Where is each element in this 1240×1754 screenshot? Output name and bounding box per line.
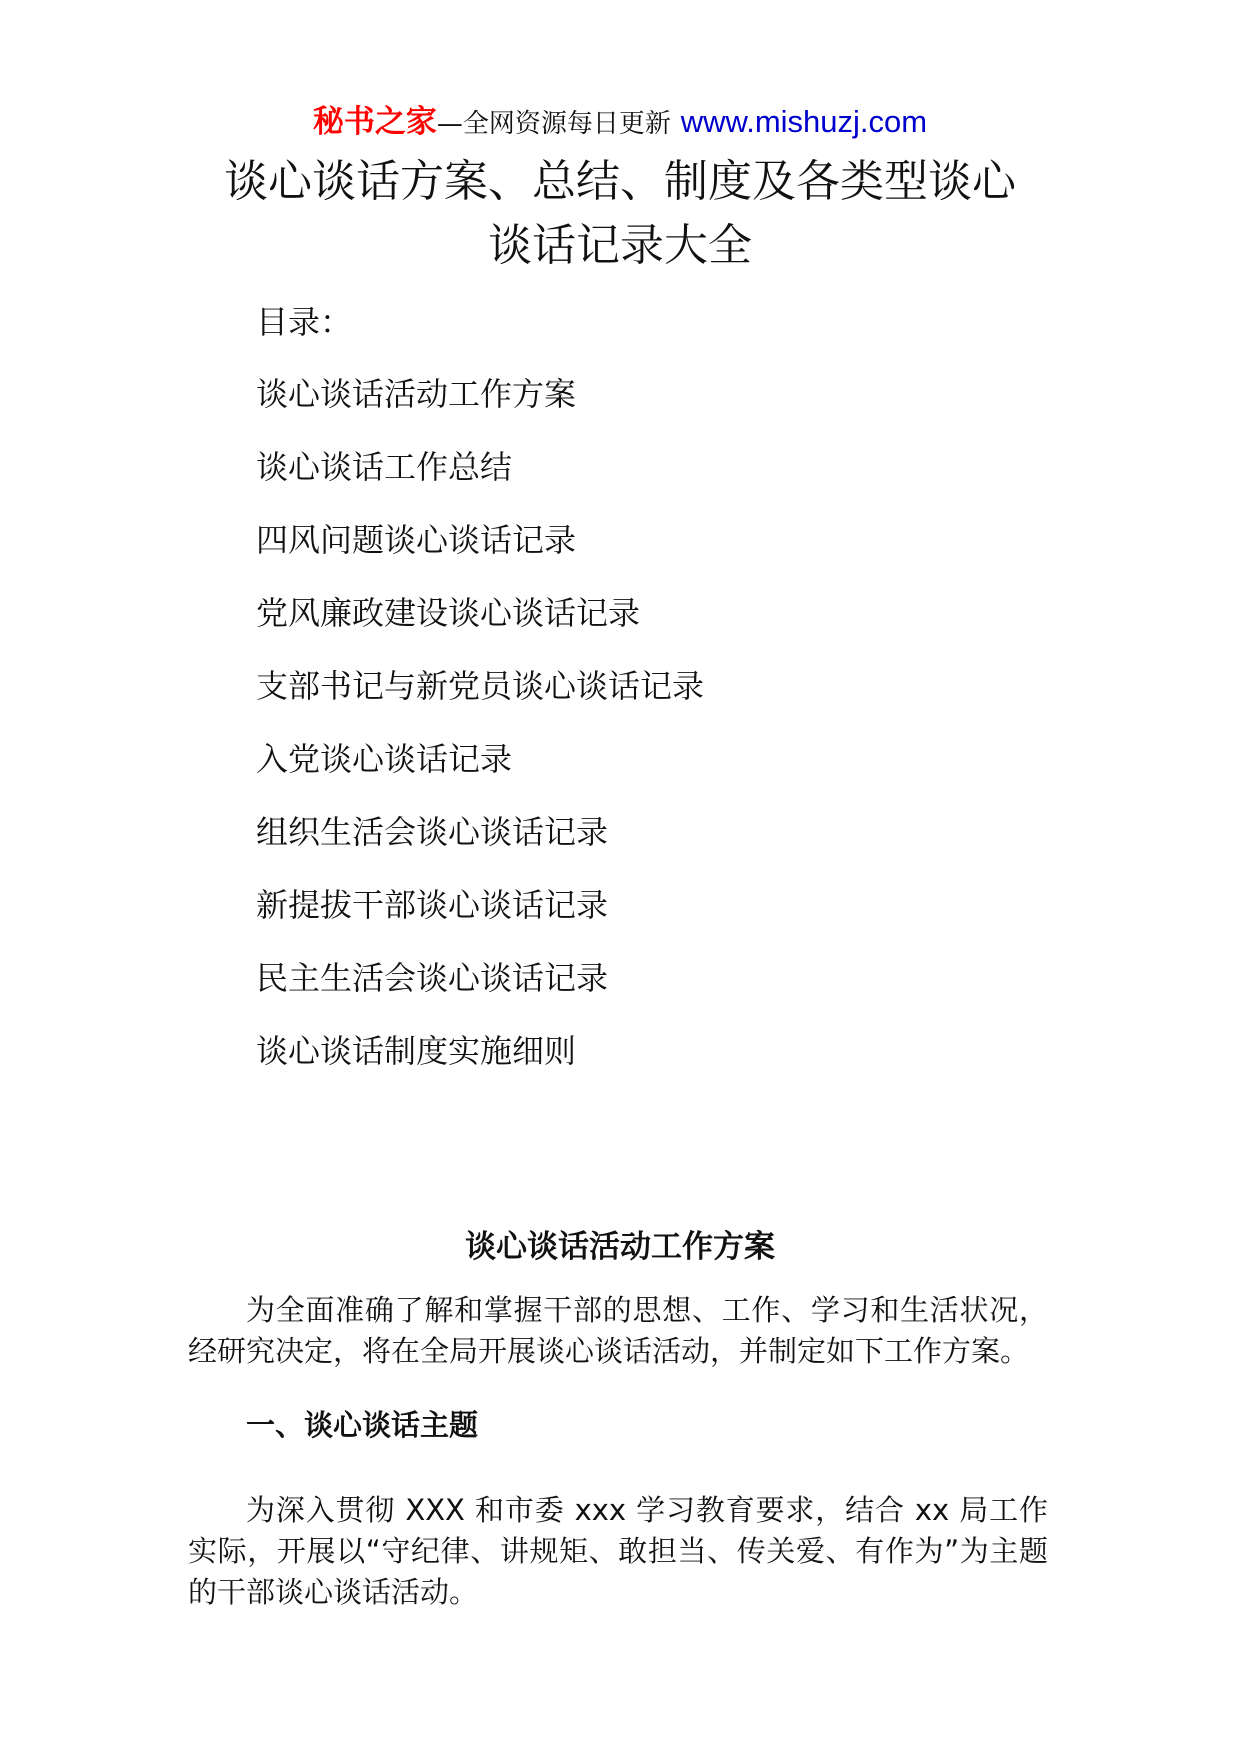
document-title <box>0 150 1240 278</box>
toc-item: 谈心谈话活动工作方案 <box>256 375 577 413</box>
document-title-line-1: 谈心谈话方案、总结、制度及各类型谈心 <box>224 156 1016 207</box>
brand-tagline: —全网资源每日更新 <box>436 109 671 139</box>
intro-paragraph: 为全面准确了解和掌握干部的思想、工作、学习和生活状况，经研究决定，将在全局开展谈心谈话活动，并制定如下工作方案。 <box>188 1293 1048 1368</box>
site-banner <box>0 100 1240 146</box>
toc-item: 谈心谈话制度实施细则 <box>256 1032 577 1070</box>
brand-name: 秘书之家 <box>312 104 437 140</box>
section-title: 谈心谈话活动工作方案 <box>465 1229 775 1265</box>
document-title-line-2: 谈话记录大全 <box>488 220 752 271</box>
toc-item: 支部书记与新党员谈心谈话记录 <box>256 667 705 705</box>
table-of-contents <box>256 372 704 1102</box>
toc-item: 谈心谈话工作总结 <box>256 448 513 486</box>
toc-item: 入党谈心谈话记录 <box>256 740 513 778</box>
subsection-paragraph: 为深入贯彻 XXX 和市委 xxx 学习教育要求，结合 xx 局工作实际，开展以“守纪律、讲规矩、敢担当、传关爱、有作为”为主题的干部谈心谈话活动。 <box>188 1493 1048 1609</box>
toc-item: 组织生活会谈心谈话记录 <box>256 813 609 851</box>
toc-item: 四风问题谈心谈话记录 <box>256 521 577 559</box>
toc-item: 新提拔干部谈心谈话记录 <box>256 886 609 924</box>
toc-heading: 目录： <box>256 303 353 341</box>
subsection-heading: 一、谈心谈话主题 <box>246 1408 479 1442</box>
toc-item: 民主生活会谈心谈话记录 <box>256 959 609 997</box>
toc-item: 党风廉政建设谈心谈话记录 <box>256 594 641 632</box>
site-url-link[interactable]: www.mishuzj.com <box>680 104 928 139</box>
